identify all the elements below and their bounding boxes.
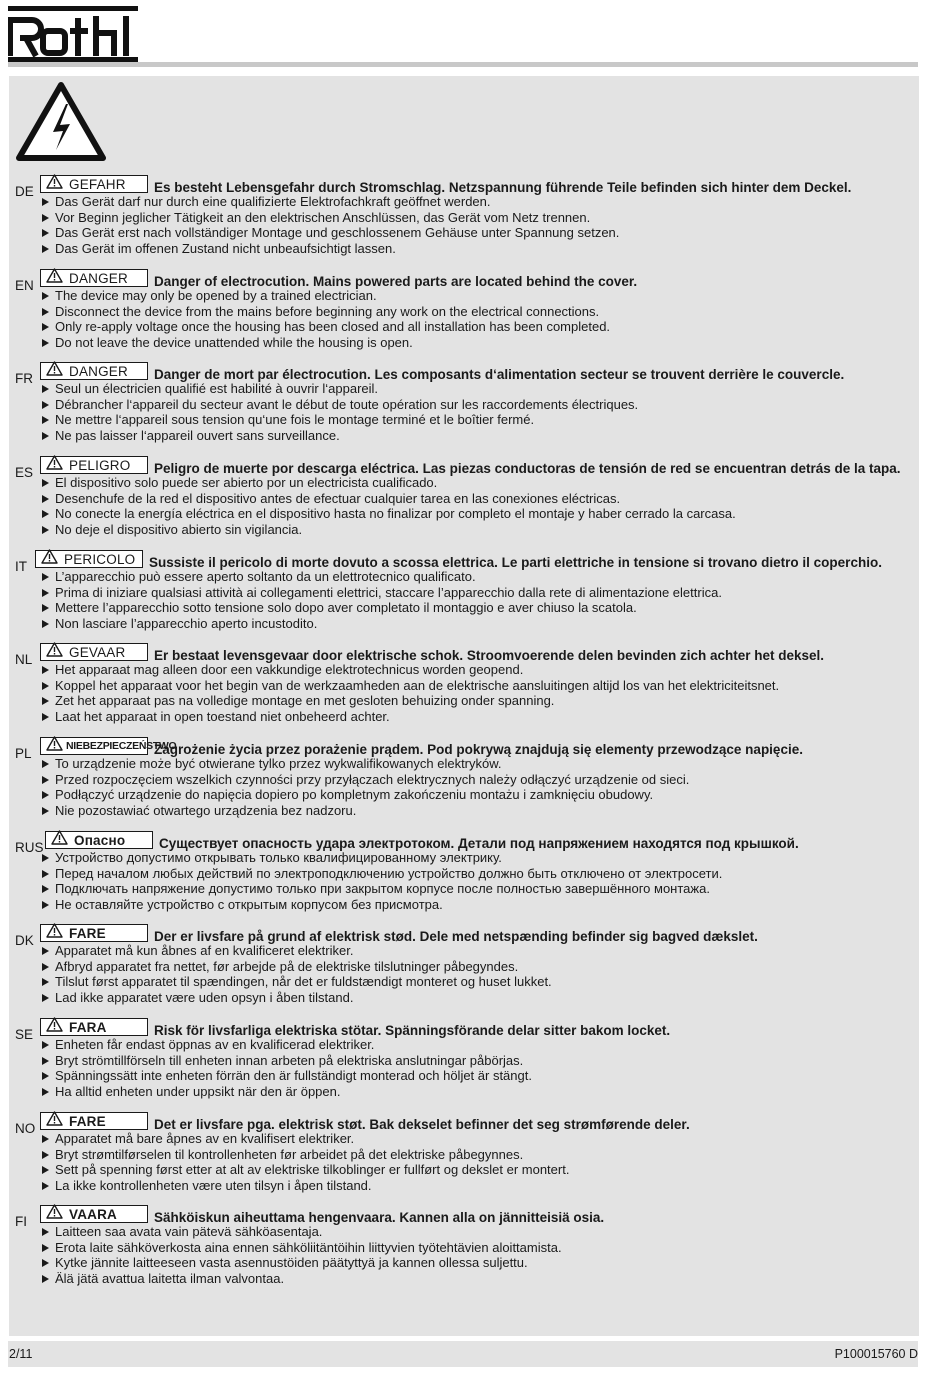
language-code: PL [15,746,32,761]
list-item-text: Only re-apply voltage once the housing has been closed and all installation has been completed. [55,319,611,335]
list-item [40,1068,532,1084]
list-item [40,678,779,694]
badge-label: NIEBEZPIECZEŃSTWO [66,740,177,752]
list-item-text: To urządzenie może być otwierane tylko przez wykwalifikowanych elektryków. [55,756,502,771]
danger-badge [40,456,148,474]
list-item-text: El dispositivo solo puede ser abierto por un electricista cualificado. [55,475,438,490]
list-item-text: Seul un électricien qualifié est habilité à ouvrir l‘appareil. [55,381,379,396]
list-item [40,1271,562,1287]
footer-bar [8,1341,918,1367]
bullet-arrow-icon [42,401,49,409]
warning-triangle-icon [51,830,68,850]
list-item-text: Przed rozpoczęciem wszelkich czynności przy przyłączach elektrycznych należy odłączyć urządzenie od sieci. [55,771,690,787]
language-code: IT [15,559,27,574]
bullet-arrow-icon [42,807,49,815]
list-item [40,1178,569,1194]
bullet-arrow-icon [42,479,49,487]
warning-headline: Существует опасность удара электротоком. Детали под напряжением находятся под крышкой. [159,836,799,851]
list-item [40,475,736,491]
bullet-arrow-icon [42,963,49,971]
badge-label: DANGER [69,363,128,379]
list-item-text: Ha alltid enheten under uppsikt när den är öppen. [55,1083,341,1099]
list-item [40,225,619,241]
warning-headline: Sähköiskun aiheuttama hengenvaara. Kannen alla on jännitteisiä osia. [154,1210,605,1225]
danger-badge [40,643,148,661]
language-code: ES [15,465,34,480]
list-item [40,959,552,975]
instruction-list [40,1131,569,1193]
warning-triangle-icon [46,642,63,662]
bullet-arrow-icon [42,604,49,612]
language-code: SE [15,1027,34,1042]
list-item [40,1053,532,1069]
list-item [40,428,638,444]
warning-triangle-icon [46,268,63,288]
list-item [40,990,552,1006]
language-code: EN [15,278,34,293]
list-item [40,787,689,803]
instruction-list [40,569,722,631]
bullet-arrow-icon [42,682,49,690]
list-item-text: No deje el dispositivo abierto sin vigilancia. [55,521,303,537]
language-code: FR [15,371,33,386]
bullet-arrow-icon [42,292,49,300]
warning-headline: Sussiste il pericolo di morte dovuto a scossa elettrica. Le parti elettriche in tensione si trovano dietro il coperchio. [149,555,882,570]
list-item [40,1131,569,1147]
bullet-arrow-icon [42,495,49,503]
list-item [40,943,552,959]
list-item-text: Koppel het apparaat voor het begin van de werkzaamheden aan de elektrische aansluitingen altijd los van het elektriciteitsnet. [55,677,780,693]
warning-headline: Peligro de muerte por descarga eléctrica. Las piezas conductoras de tensión de red se encuentran detrás de la tapa. [154,461,901,476]
warning-headline: Zagrożenie życia przez porażenie prądem. Pod pokrywą znajdują się elementy przewodzące napięcie. [154,742,803,757]
danger-badge [40,1112,148,1130]
language-code: NL [15,652,33,667]
list-item-text: Non lasciare l’apparecchio aperto incustodito. [55,615,318,631]
bullet-arrow-icon [42,1275,49,1283]
list-item [40,1255,562,1271]
bullet-arrow-icon [42,245,49,253]
list-item [40,304,610,320]
badge-label: FARA [69,1019,107,1035]
list-item [40,506,736,522]
danger-badge [40,362,148,380]
list-item-text: Podłączyć urządzenie do napięcia dopiero po kompletnym zakończeniu montażu i zamknięciu obudowy. [55,787,654,803]
list-item [40,397,638,413]
bullet-arrow-icon [42,776,49,784]
list-item [40,569,722,585]
list-item-text: Vor Beginn jeglicher Tätigkeit an den elektrischen Anschlüssen, das Gerät vom Netz trennen. [55,209,591,225]
bullet-arrow-icon [42,416,49,424]
list-item-text: Bryt strömtillförseln till enheten innan arbeten på elektriska anslutningar påbörjas. [55,1052,524,1068]
list-item-text: L’apparecchio può essere aperto soltanto da un elettrotecnico qualificato. [55,569,476,584]
bullet-arrow-icon [42,870,49,878]
badge-label: Опасно [74,832,126,848]
list-item-text: Disconnect the device from the mains before beginning any work on the electrical connections. [55,303,600,319]
bullet-arrow-icon [42,323,49,331]
bullet-arrow-icon [42,1057,49,1065]
bullet-arrow-icon [42,1151,49,1159]
bullet-arrow-icon [42,1182,49,1190]
badge-label: FARE [69,925,106,941]
danger-badge [35,550,143,568]
list-item [40,1162,569,1178]
bullet-arrow-icon [42,308,49,316]
language-code: FI [15,1214,27,1229]
bullet-arrow-icon [42,385,49,393]
bullet-arrow-icon [42,589,49,597]
instruction-list [40,662,779,724]
list-item [40,1240,562,1256]
warning-triangle-icon [41,549,58,569]
badge-label: GEVAAR [69,644,126,660]
bullet-arrow-icon [42,994,49,1002]
bullet-arrow-icon [42,1072,49,1080]
list-item [40,616,722,632]
badge-label: GEFAHR [69,176,126,192]
instruction-list [40,850,722,912]
list-item-text: Spänningssätt inte enheten förrän den är fullständigt monterad och höljet är stängt. [55,1068,532,1084]
list-item-text: Не оставляйте устройство с открытым корпусом без присмотра. [55,896,443,912]
list-item [40,662,779,678]
warning-headline: Der er livsfare på grund af elektrisk stød. Dele med netspænding befinder sig bagved dækslet. [154,929,758,944]
list-item [40,241,619,257]
list-item-text: Erota laite sähköverkosta aina ennen sähköliitäntöihin liittyvien työtehtävien aloittamista. [55,1239,562,1255]
bullet-arrow-icon [42,713,49,721]
instruction-list [40,194,619,256]
list-item-text: Lad ikke apparatet være uden opsyn i åben tilstand. [55,989,354,1005]
badge-label: VAARA [69,1206,117,1222]
list-item [40,881,722,897]
list-item-text: Laitteen saa avata vain pätevä sähköasentaja. [55,1224,323,1239]
list-item [40,412,638,428]
list-item-text: Apparatet må kun åbnes af en kvalificeret elektriker. [55,943,354,958]
bullet-arrow-icon [42,432,49,440]
list-item [40,693,779,709]
bullet-arrow-icon [42,854,49,862]
instruction-list [40,288,610,350]
list-item [40,772,689,788]
warning-headline: Es besteht Lebensgefahr durch Stromschlag. Netzspannung führende Teile befinden sich hinter dem Deckel. [154,180,852,195]
warning-triangle-icon [46,361,63,381]
list-item [40,1147,569,1163]
list-item-text: Het apparaat mag alleen door een vakkundige elektrotechnicus worden geopend. [55,662,524,677]
warning-headline: Risk för livsfarliga elektriska stötar. Spänningsförande delar sitter bakom locket. [154,1023,671,1038]
list-item [40,1037,532,1053]
bullet-arrow-icon [42,198,49,206]
list-item [40,709,779,725]
badge-label: PERICOLO [64,551,136,567]
list-item [40,850,722,866]
bullet-arrow-icon [42,214,49,222]
bullet-arrow-icon [42,620,49,628]
page-number: 2/11 [9,1347,33,1361]
danger-badge [45,831,153,849]
danger-badge [40,175,148,193]
warning-triangle-icon [46,1204,63,1224]
list-item-text: La ikke kontrollenheten være uten tilsyn i åpen tilstand. [55,1177,372,1193]
danger-badge [40,1018,148,1036]
list-item [40,491,736,507]
bullet-arrow-icon [42,1166,49,1174]
list-item-text: Подключать напряжение допустимо только при закрытом корпусе после полностью завершённого монтажа. [55,881,710,897]
bullet-arrow-icon [42,1244,49,1252]
bullet-arrow-icon [42,947,49,955]
bullet-arrow-icon [42,697,49,705]
bullet-arrow-icon [42,526,49,534]
list-item [40,897,722,913]
badge-label: PELIGRO [69,457,131,473]
warning-headline: Er bestaat levensgevaar door elektrische schok. Stroomvoerende delen bevinden zich achter het deksel. [154,648,825,663]
bullet-arrow-icon [42,760,49,768]
bullet-arrow-icon [42,573,49,581]
list-item-text: Mettere l’apparecchio sotto tensione solo dopo aver completato il montaggio e aver chiuso la scatola. [55,600,637,616]
danger-badge [40,269,148,287]
danger-badge [40,737,177,755]
bullet-arrow-icon [42,1135,49,1143]
warning-headline: Danger of electrocution. Mains powered parts are located behind the cover. [154,274,638,289]
warning-triangle-icon [46,455,63,475]
instruction-list [40,1224,562,1286]
warning-triangle-icon [46,1017,63,1037]
badge-label: FARE [69,1113,106,1129]
bullet-arrow-icon [42,901,49,909]
list-item-text: Nie pozostawiać otwartego urządzenia bez nadzoru. [55,802,357,818]
list-item-text: Desenchufe de la red el dispositivo antes de efectuar cualquier tarea en las conexiones eléctricas. [55,490,621,506]
danger-badge [40,1205,148,1223]
bullet-arrow-icon [42,885,49,893]
instruction-list [40,943,552,1005]
list-item-text: Kytke jännite laitteeseen vasta asennustöiden päätyttyä ja kannen ollessa suljettu. [55,1255,528,1271]
list-item [40,522,736,538]
list-item [40,335,610,351]
list-item-text: Ne pas laisser l‘appareil ouvert sans surveillance. [55,427,340,443]
bullet-arrow-icon [42,666,49,674]
document-id: P100015760 D [834,1347,918,1361]
instruction-list [40,756,689,818]
list-item [40,866,722,882]
list-item-text: Do not leave the device unattended while the housing is open. [55,334,413,350]
bullet-arrow-icon [42,1088,49,1096]
list-item [40,756,689,772]
list-item-text: Zet het apparaat pas na volledige montage en met gesloten behuizing onder spanning. [55,693,555,709]
list-item-text: Apparatet må bare åpnes av en kvalifisert elektriker. [55,1131,355,1146]
list-item-text: Prima di iniziare qualsiasi attività ai collegamenti elettrici, staccare l’apparecchio dalla rete di alimentazione elettrica. [55,584,722,600]
list-item [40,803,689,819]
list-item [40,381,638,397]
list-item-text: Débrancher l‘appareil du secteur avant le début de toute opération sur les raccordements électriques. [55,396,639,412]
list-item-text: The device may only be opened by a trained electrician. [55,288,377,303]
badge-label: DANGER [69,270,128,286]
list-item-text: Устройство допустимо открывать только квалифицированному электрику. [55,850,502,865]
instruction-list [40,381,638,443]
bullet-arrow-icon [42,1228,49,1236]
instruction-list [40,475,736,537]
warning-triangle-icon [46,736,63,756]
bullet-arrow-icon [42,510,49,518]
bullet-arrow-icon [42,1041,49,1049]
list-item [40,319,610,335]
danger-badge [40,924,148,942]
bullet-arrow-icon [42,1259,49,1267]
list-item [40,1084,532,1100]
list-item-text: Bryt strømtilførselen til kontrollenheten før arbeidet på det elektriske påbegynnes. [55,1146,524,1162]
list-item-text: Ne mettre l‘appareil sous tension qu‘une fois le montage terminé et le boîtier fermé. [55,412,535,428]
list-item-text: Älä jätä avattua laitetta ilman valvontaa. [55,1270,285,1286]
list-item-text: Enheten får endast öppnas av en kvalificerad elektriker. [55,1037,375,1052]
bullet-arrow-icon [42,791,49,799]
list-item [40,194,619,210]
list-item [40,585,722,601]
list-item [40,288,610,304]
bullet-arrow-icon [42,229,49,237]
list-item-text: No conecte la energía eléctrica en el dispositivo hasta no finalizar por completo el montaje y haber cerrado la carcasa. [55,506,736,522]
language-code: RUS [15,840,44,855]
bullet-arrow-icon [42,978,49,986]
list-item-text: Das Gerät im offenen Zustand nicht unbeaufsichtigt lassen. [55,240,396,256]
list-item [40,210,619,226]
warning-triangle-icon [46,923,63,943]
list-item-text: Перед началом любых действий по электроподключению устройство должно быть отключено от электросети. [55,865,723,881]
list-item [40,600,722,616]
list-item-text: Sett på spenning først etter at alt av elektriske tilkoblinger er fullført og dekslet er montert. [55,1162,570,1178]
language-code: DE [15,184,34,199]
list-item [40,1224,562,1240]
warning-triangle-icon [46,174,63,194]
warning-triangle-icon [46,1111,63,1131]
list-item-text: Das Gerät darf nur durch eine qualifizierte Elektrofachkraft geöffnet werden. [55,194,491,209]
warning-headline: Danger de mort par électrocution. Les composants d‘alimentation secteur se trouvent derrière le couvercle. [154,367,845,382]
list-item-text: Das Gerät erst nach vollständiger Montage und geschlossenem Gehäuse unter Spannung setzen. [55,225,620,241]
list-item [40,974,552,990]
list-item-text: Tilslut først apparatet til spændingen, når det er fuldstændigt monteret og huset lukket. [55,974,552,990]
list-item-text: Afbryd apparatet fra nettet, før arbejde på de elektriske tilslutninger påbegyndes. [55,958,519,974]
list-item-text: Laat het apparaat in open toestand niet onbeheerd achter. [55,708,390,724]
bullet-arrow-icon [42,339,49,347]
instruction-list [40,1037,532,1099]
warning-headline: Det er livsfare pga. elektrisk støt. Bak dekselet befinner det seg strømførende deler. [154,1117,690,1132]
language-code: DK [15,933,34,948]
language-code: NO [15,1121,36,1136]
